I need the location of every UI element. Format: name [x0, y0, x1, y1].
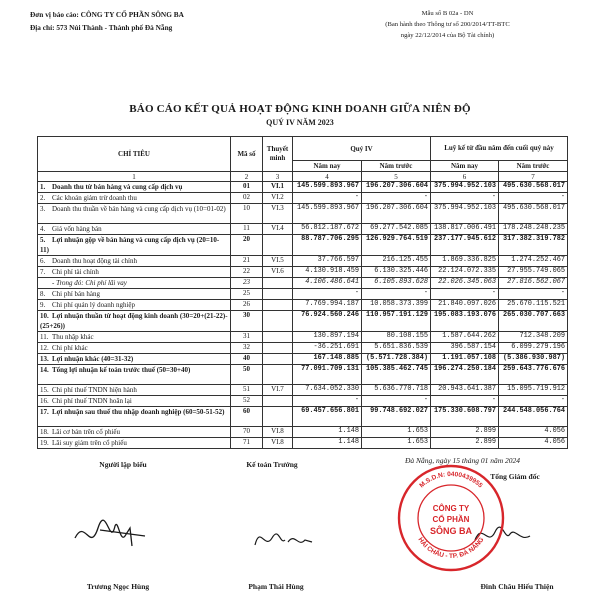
row-label — [38, 235, 231, 256]
col-header-q-this-year: Năm nay — [293, 161, 362, 172]
table-row — [38, 224, 568, 235]
row-number: 14. — [40, 366, 49, 374]
row-quarter-this-year: - — [293, 193, 362, 204]
row-quarter-this-year: 76.924.560.246 — [293, 311, 362, 332]
row-label-text: Giá vốn hàng bán — [52, 225, 102, 233]
col-header-note: Thuyết minh — [263, 137, 293, 172]
row-label — [38, 182, 231, 193]
stamp-line-1: CÔNG TY — [432, 504, 470, 513]
table-row — [38, 193, 568, 204]
row-code: 11 — [231, 224, 263, 235]
row-quarter-this-year: -36.251.691 — [293, 343, 362, 354]
row-note — [263, 343, 293, 354]
row-ytd-last-year: 25.670.115.521 — [499, 300, 568, 311]
row-quarter-this-year: 88.787.706.295 — [293, 235, 362, 256]
row-label — [38, 256, 231, 267]
table-row — [38, 343, 568, 354]
row-code: 30 — [231, 311, 263, 332]
form-note-1: (Ban hành theo Thông tư số 200/2014/TT-BTC — [385, 21, 510, 28]
signing-date: Đà Nẵng, ngày 15 tháng 01 năm 2024 — [405, 456, 520, 465]
report-subtitle: QUÝ IV NĂM 2023 — [266, 118, 334, 127]
director-name: Đinh Châu Hiếu Thiện — [480, 582, 554, 591]
company-stamp — [395, 462, 507, 574]
row-ytd-last-year: 259.643.776.676 — [499, 365, 568, 385]
row-ytd-last-year: 27.816.562.067 — [499, 278, 568, 289]
row-quarter-this-year: - — [293, 289, 362, 300]
row-quarter-last-year: 10.058.373.399 — [362, 300, 431, 311]
row-code: 22 — [231, 267, 263, 278]
company-address: Địa chỉ: 573 Núi Thành - Thành phố Đà Nẵng — [30, 23, 173, 32]
row-note — [263, 289, 293, 300]
row-quarter-this-year: 4.106.486.641 — [293, 278, 362, 289]
table-row — [38, 407, 568, 427]
stamp-line-2: CỔ PHẦN — [432, 515, 470, 524]
row-note: VI.2 — [263, 193, 293, 204]
col-header-y-this-year: Năm nay — [431, 161, 499, 172]
row-ytd-this-year: 396.587.154 — [431, 343, 499, 354]
form-number: Mẫu số B 02a - DN — [421, 10, 474, 17]
accountant-name: Phạm Thái Hùng — [248, 582, 304, 591]
reporting-unit: Đơn vị báo cáo: CÔNG TY CỔ PHẦN SÔNG BA — [30, 10, 184, 19]
row-ytd-last-year: 317.382.319.782 — [499, 235, 568, 256]
row-ytd-this-year: 2.899 — [431, 438, 499, 449]
row-quarter-this-year: 7.769.994.187 — [293, 300, 362, 311]
table-row — [38, 354, 568, 365]
table-row — [38, 235, 568, 256]
row-quarter-last-year: 196.207.306.604 — [362, 182, 431, 193]
row-label-text: Chi phí khác — [52, 344, 88, 352]
row-number: 4. — [40, 225, 46, 233]
row-note — [263, 300, 293, 311]
row-ytd-this-year: 195.083.193.076 — [431, 311, 499, 332]
row-note: VI.6 — [263, 267, 293, 278]
row-label-text: Doanh thu thuần về bán hàng và cung cấp dịch vụ (10=01-02) — [52, 205, 226, 213]
row-ytd-last-year: 6.099.279.196 — [499, 343, 568, 354]
row-code: 21 — [231, 256, 263, 267]
row-quarter-last-year: 126.929.764.519 — [362, 235, 431, 256]
director-title: Tổng Giám đốc — [490, 472, 540, 481]
row-ytd-this-year: 375.994.952.103 — [431, 204, 499, 224]
row-label-text: Doanh thu từ bán hàng và cung cấp dịch vụ — [52, 183, 183, 191]
row-ytd-this-year: 237.177.945.612 — [431, 235, 499, 256]
row-quarter-this-year: 145.599.893.967 — [293, 182, 362, 193]
accountant-signature — [250, 520, 330, 555]
row-number: 6. — [40, 257, 46, 265]
stamp-location: HẢI CHÂU - TP. ĐÀ NẴNG — [416, 536, 486, 561]
row-quarter-last-year: 105.385.462.745 — [362, 365, 431, 385]
row-ytd-this-year: - — [431, 396, 499, 407]
row-label-text: Chi phí bán hàng — [52, 290, 101, 298]
row-ytd-this-year: 196.274.250.184 — [431, 365, 499, 385]
row-code: 31 — [231, 332, 263, 343]
col-header-ytd: Luỹ kế từ đầu năm đến cuối quý này — [431, 137, 568, 161]
row-label — [38, 365, 231, 385]
row-quarter-last-year: 5.651.836.539 — [362, 343, 431, 354]
col-index: 7 — [499, 172, 568, 182]
company-header — [30, 8, 184, 34]
row-label-text: Thu nhập khác — [52, 333, 94, 341]
row-ytd-this-year: 1.587.644.262 — [431, 332, 499, 343]
row-label — [38, 224, 231, 235]
report-title: BÁO CÁO KẾT QUẢ HOẠT ĐỘNG KINH DOANH GIỮA NIÊN ĐỘ — [129, 103, 471, 115]
row-ytd-this-year: 138.817.006.491 — [431, 224, 499, 235]
col-index: 2 — [231, 172, 263, 182]
row-note — [263, 311, 293, 332]
row-ytd-this-year: 1.191.057.108 — [431, 354, 499, 365]
table-row — [38, 278, 568, 289]
row-code: 26 — [231, 300, 263, 311]
row-ytd-last-year: 1.274.252.467 — [499, 256, 568, 267]
row-quarter-this-year: 7.634.052.330 — [293, 385, 362, 396]
row-ytd-this-year: - — [431, 289, 499, 300]
row-quarter-last-year: - — [362, 396, 431, 407]
row-ytd-last-year: (5.386.930.987) — [499, 354, 568, 365]
row-label-text: Lãi cơ bản trên cổ phiếu — [52, 428, 121, 436]
row-label — [38, 396, 231, 407]
col-header-item: CHỈ TIÊU — [38, 137, 231, 172]
row-note: VI.5 — [263, 256, 293, 267]
row-code: 01 — [231, 182, 263, 193]
row-code: 23 — [231, 278, 263, 289]
row-quarter-this-year: 1.148 — [293, 427, 362, 438]
row-number: 12. — [40, 344, 49, 352]
row-label-text: Lãi suy giảm trên cổ phiếu — [52, 439, 127, 447]
row-number: 8. — [40, 290, 46, 298]
row-quarter-last-year: 5.636.770.718 — [362, 385, 431, 396]
row-quarter-last-year: - — [362, 289, 431, 300]
col-index: 6 — [431, 172, 499, 182]
row-quarter-last-year: 1.653 — [362, 427, 431, 438]
form-note-2: ngày 22/12/2014 của Bộ Tài chính) — [400, 32, 495, 39]
row-quarter-this-year: 167.148.885 — [293, 354, 362, 365]
row-quarter-this-year: 37.766.597 — [293, 256, 362, 267]
row-label-text: Tổng lợi nhuận kế toán trước thuế (50=30+40) — [52, 366, 191, 374]
row-label — [38, 385, 231, 396]
row-number: 19. — [40, 439, 49, 447]
row-quarter-last-year: 196.207.306.604 — [362, 204, 431, 224]
row-ytd-last-year: 495.630.568.017 — [499, 182, 568, 193]
stamp-line-3: SÔNG BA — [429, 526, 473, 536]
row-note — [263, 407, 293, 427]
col-header-code: Mã số — [231, 137, 263, 172]
col-index: 5 — [362, 172, 431, 182]
row-quarter-last-year: 80.108.155 — [362, 332, 431, 343]
table-row — [38, 311, 568, 332]
row-note: VI.8 — [263, 427, 293, 438]
table-row — [38, 256, 568, 267]
table-row — [38, 427, 568, 438]
row-code: 02 — [231, 193, 263, 204]
row-ytd-last-year: 265.030.707.663 — [499, 311, 568, 332]
table-row — [38, 204, 568, 224]
row-quarter-last-year: (5.571.728.384) — [362, 354, 431, 365]
row-quarter-last-year: 99.748.692.027 — [362, 407, 431, 427]
row-ytd-this-year: 375.994.952.103 — [431, 182, 499, 193]
row-label — [38, 300, 231, 311]
row-label — [38, 343, 231, 354]
table-row — [38, 300, 568, 311]
row-quarter-this-year: 56.812.187.672 — [293, 224, 362, 235]
row-ytd-last-year: 4.056 — [499, 427, 568, 438]
row-ytd-last-year: - — [499, 193, 568, 204]
row-number: 11. — [40, 333, 49, 341]
row-label-text: Lợi nhuận thuần từ hoạt động kinh doanh (30=20+(21-22)-(25+26)) — [40, 312, 228, 330]
row-quarter-this-year: 4.130.918.459 — [293, 267, 362, 278]
table-row — [38, 385, 568, 396]
row-number: 10. — [40, 312, 49, 320]
row-ytd-this-year: 2.899 — [431, 427, 499, 438]
row-quarter-this-year: 77.091.709.131 — [293, 365, 362, 385]
row-note — [263, 396, 293, 407]
row-ytd-last-year: 15.095.719.912 — [499, 385, 568, 396]
table-row — [38, 332, 568, 343]
row-ytd-this-year: 20.943.641.387 — [431, 385, 499, 396]
row-code: 60 — [231, 407, 263, 427]
row-number: 2. — [40, 194, 46, 202]
row-quarter-this-year: 69.457.656.801 — [293, 407, 362, 427]
table-row — [38, 267, 568, 278]
row-quarter-this-year: 1.148 — [293, 438, 362, 449]
row-note — [263, 235, 293, 256]
row-label — [38, 354, 231, 365]
row-label-text: Chi phí thuế TNDN hiện hành — [52, 386, 137, 394]
row-label-text: Lợi nhuận gộp về bán hàng và cung cấp dịch vụ (20=10-11) — [40, 236, 220, 254]
col-index: 3 — [263, 172, 293, 182]
row-code: 50 — [231, 365, 263, 385]
stamp-tax-code: M.S.D.N: 0400439955 — [418, 470, 484, 490]
row-number: 16. — [40, 397, 49, 405]
preparer-title: Người lập biểu — [99, 460, 147, 469]
table-row — [38, 182, 568, 193]
table-row — [38, 365, 568, 385]
row-note — [263, 365, 293, 385]
row-code: 51 — [231, 385, 263, 396]
row-number: 18. — [40, 428, 49, 436]
accountant-title: Kế toán Trưởng — [246, 460, 298, 469]
row-number: 7. — [40, 268, 46, 276]
row-number: 17. — [40, 408, 49, 416]
table-body — [38, 182, 568, 449]
row-ytd-this-year: - — [431, 193, 499, 204]
row-ytd-this-year: 1.869.336.825 — [431, 256, 499, 267]
row-number: 3. — [40, 205, 46, 213]
row-note — [263, 354, 293, 365]
row-quarter-this-year: - — [293, 396, 362, 407]
row-ytd-last-year: 244.548.056.764 — [499, 407, 568, 427]
row-code: 25 — [231, 289, 263, 300]
row-label-text: Các khoản giảm trừ doanh thu — [52, 194, 137, 202]
row-ytd-this-year: 22.026.345.063 — [431, 278, 499, 289]
row-label — [38, 438, 231, 449]
row-label-text: Lợi nhuận khác (40=31-32) — [52, 355, 134, 363]
row-number: 15. — [40, 386, 49, 394]
row-note: VI.8 — [263, 438, 293, 449]
row-ytd-last-year: 27.955.749.065 — [499, 267, 568, 278]
row-quarter-last-year: 110.957.191.129 — [362, 311, 431, 332]
row-ytd-last-year: 178.248.248.235 — [499, 224, 568, 235]
row-number: 1. — [40, 183, 46, 191]
row-quarter-this-year: 145.599.893.967 — [293, 204, 362, 224]
row-ytd-this-year: 21.840.097.026 — [431, 300, 499, 311]
row-code: 70 — [231, 427, 263, 438]
row-ytd-last-year: - — [499, 289, 568, 300]
row-label — [38, 193, 231, 204]
row-quarter-last-year: 1.653 — [362, 438, 431, 449]
row-number: 9. — [40, 301, 46, 309]
row-label — [38, 407, 231, 427]
table-row — [38, 438, 568, 449]
row-label-text: Doanh thu hoạt động tài chính — [52, 257, 137, 265]
row-code: 40 — [231, 354, 263, 365]
row-quarter-last-year: 6.130.325.446 — [362, 267, 431, 278]
income-statement-table — [37, 136, 568, 449]
row-label — [38, 278, 231, 289]
col-header-quarter: Quý IV — [293, 137, 431, 161]
row-quarter-this-year: 130.897.194 — [293, 332, 362, 343]
row-code: 10 — [231, 204, 263, 224]
row-label-text: Lợi nhuận sau thuế thu nhập doanh nghiệp (60=50-51-52) — [52, 408, 225, 416]
table-row — [38, 396, 568, 407]
row-note — [263, 278, 293, 289]
row-label — [38, 267, 231, 278]
row-label-text: - Trong đó: Chi phí lãi vay — [52, 279, 127, 287]
row-label-text: Chi phí thuế TNDN hoãn lại — [52, 397, 132, 405]
col-header-q-last-year: Năm trước — [362, 161, 431, 172]
row-label — [38, 332, 231, 343]
row-note — [263, 332, 293, 343]
row-number: 5. — [40, 236, 46, 244]
preparer-signature — [70, 508, 160, 558]
row-label-text: Chi phí tài chính — [52, 268, 99, 276]
row-label — [38, 204, 231, 224]
row-ytd-this-year: 22.124.072.335 — [431, 267, 499, 278]
row-code: 71 — [231, 438, 263, 449]
row-quarter-last-year: - — [362, 193, 431, 204]
row-code: 52 — [231, 396, 263, 407]
row-ytd-this-year: 175.330.608.797 — [431, 407, 499, 427]
row-ytd-last-year: 495.630.568.017 — [499, 204, 568, 224]
row-label — [38, 427, 231, 438]
row-note: VI.1 — [263, 182, 293, 193]
row-label — [38, 289, 231, 300]
row-ytd-last-year: 4.056 — [499, 438, 568, 449]
table-row — [38, 289, 568, 300]
row-note: VI.4 — [263, 224, 293, 235]
row-label — [38, 311, 231, 332]
row-note: VI.7 — [263, 385, 293, 396]
row-number: 13. — [40, 355, 49, 363]
row-note: VI.3 — [263, 204, 293, 224]
row-quarter-last-year: 69.277.542.085 — [362, 224, 431, 235]
preparer-name: Trương Ngọc Hùng — [86, 582, 150, 591]
svg-text:M.S.D.N: 0400439955 — [418, 471, 484, 490]
col-index: 4 — [293, 172, 362, 182]
row-quarter-last-year: 6.105.893.628 — [362, 278, 431, 289]
form-header — [340, 8, 555, 41]
col-header-y-last-year: Năm trước — [499, 161, 568, 172]
row-label-text: Chi phí quản lý doanh nghiệp — [52, 301, 136, 309]
row-ytd-last-year: - — [499, 396, 568, 407]
col-index: 1 — [38, 172, 231, 182]
row-code: 20 — [231, 235, 263, 256]
row-code: 32 — [231, 343, 263, 354]
row-ytd-last-year: 712.348.209 — [499, 332, 568, 343]
row-quarter-last-year: 216.125.455 — [362, 256, 431, 267]
